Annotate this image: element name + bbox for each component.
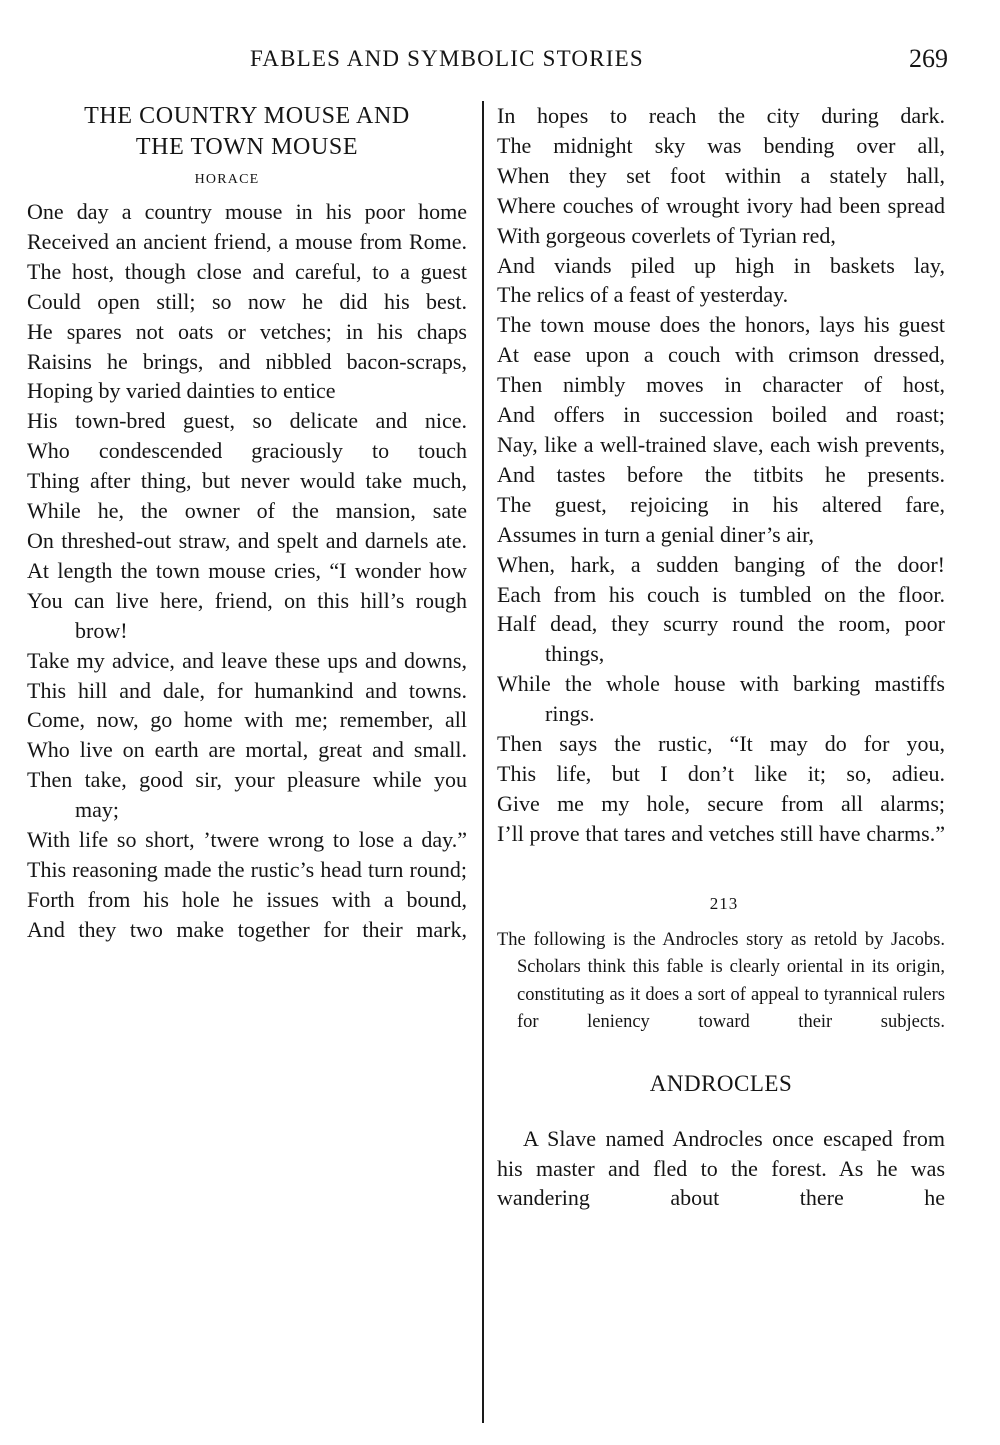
- editor-note: The following is the Androcles story as retold by Jacobs. Scholars think this fable is clearly oriental in its origin, constituting as it does a sort of appeal to tyrannical rulers for leniency toward their subjects.: [497, 929, 945, 1033]
- poem-title-line-1: THE COUNTRY MOUSE AND: [84, 103, 410, 129]
- verse-line: Thing after thing, but never would take much,: [27, 468, 467, 494]
- verse-line: His town-bred guest, so delicate and nice.: [27, 408, 467, 434]
- verse-line: Then says the rustic, “It may do for you,: [497, 731, 945, 757]
- verse-line: And viands piled up high in baskets lay,: [497, 252, 945, 278]
- verse-line: Hoping by varied dainties to entice: [27, 378, 336, 404]
- verse-line: One day a country mouse in his poor home: [27, 199, 467, 224]
- verse-line: This life, but I don’t like it; so, adieu.: [497, 760, 945, 786]
- verse-line: When, hark, a sudden banging of the door!: [497, 551, 945, 577]
- poem-title-line-2: THE TOWN MOUSE: [135, 134, 359, 160]
- left-column: [27, 101, 467, 945]
- verse-line: The town mouse does the honors, lays his guest: [497, 312, 945, 338]
- verse-line: The midnight sky was bending over all,: [497, 132, 945, 158]
- verse-line: Could open still; so now he did his best.: [27, 288, 467, 314]
- poem-author: HORACE: [194, 172, 260, 187]
- story-paragraph: A Slave named Androcles once escaped from his master and fled to the forest. As he was wandering about there he: [497, 1125, 945, 1211]
- verse-line: When they set foot within a stately hall,: [497, 162, 945, 188]
- verse-line: You can live here, friend, on this hill’s rough brow!: [27, 587, 467, 643]
- verse-line: Half dead, they scurry round the room, poor things,: [497, 611, 945, 667]
- verse-line: Raisins he brings, and nibbled bacon-scraps,: [27, 348, 467, 374]
- verse-line: Then take, good sir, your pleasure while you may;: [27, 767, 467, 823]
- section-title: ANDROCLES: [649, 1070, 793, 1096]
- verse-line: At ease upon a couch with crimson dressed,: [497, 342, 945, 368]
- verse-line: The host, though close and careful, to a guest: [27, 258, 467, 284]
- verse-line: Where couches of wrought ivory had been spread: [497, 192, 945, 218]
- verse-line: Nay, like a well-trained slave, each wish prevents,: [497, 431, 945, 457]
- right-column: [497, 101, 945, 1213]
- verse-line: I’ll prove that tares and vetches still have charms.”: [497, 820, 945, 846]
- verse-line: Who live on earth are mortal, great and small.: [27, 737, 467, 763]
- running-header: [0, 46, 1000, 80]
- verse-line: While the whole house with barking mastiffs rings.: [497, 671, 945, 727]
- verse-line: On threshed-out straw, and spelt and darnels ate.: [27, 527, 467, 553]
- page-number: 269: [909, 44, 948, 73]
- verse-line: And they two make together for their mark,: [27, 916, 467, 942]
- verse-line: Take my advice, and leave these ups and downs,: [27, 647, 467, 673]
- column-divider: [482, 101, 484, 1423]
- verse-line: This hill and dale, for humankind and towns.: [27, 677, 467, 703]
- poem-title: [27, 101, 467, 163]
- verse-line: And tastes before the titbits he presents.: [497, 461, 945, 487]
- verse-line: Give me my hole, secure from all alarms;: [497, 790, 945, 816]
- section-number: 213: [709, 893, 739, 913]
- verse-line: He spares not oats or vetches; in his chaps: [27, 318, 467, 344]
- verse-line: While he, the owner of the mansion, sate: [27, 498, 467, 524]
- verse-line: At length the town mouse cries, “I wonder how: [27, 557, 467, 583]
- verse-line: Each from his couch is tumbled on the floor.: [497, 581, 945, 607]
- verse-line: The guest, rejoicing in his altered fare,: [497, 491, 945, 517]
- verse-line: Assumes in turn a genial diner’s air,: [497, 521, 815, 547]
- running-title: FABLES AND SYMBOLIC STORIES: [250, 46, 644, 71]
- verse-line: Come, now, go home with me; remember, all: [27, 707, 467, 733]
- verse-line: With life so short, ’twere wrong to lose a day.”: [27, 827, 467, 853]
- verse-line: This reasoning made the rustic’s head turn round;: [27, 856, 467, 882]
- verse-line: In hopes to reach the city during dark.: [497, 103, 945, 128]
- verse-line: With gorgeous coverlets of Tyrian red,: [497, 222, 836, 248]
- verse-line: And offers in succession boiled and roast;: [497, 402, 945, 428]
- verse-line: Who condescended graciously to touch: [27, 438, 467, 464]
- verse-line: The relics of a feast of yesterday.: [497, 282, 789, 308]
- verse-line: Forth from his hole he issues with a bound,: [27, 886, 467, 912]
- verse-line: Received an ancient friend, a mouse from Rome.: [27, 228, 467, 254]
- verse-line: Then nimbly moves in character of host,: [497, 372, 945, 398]
